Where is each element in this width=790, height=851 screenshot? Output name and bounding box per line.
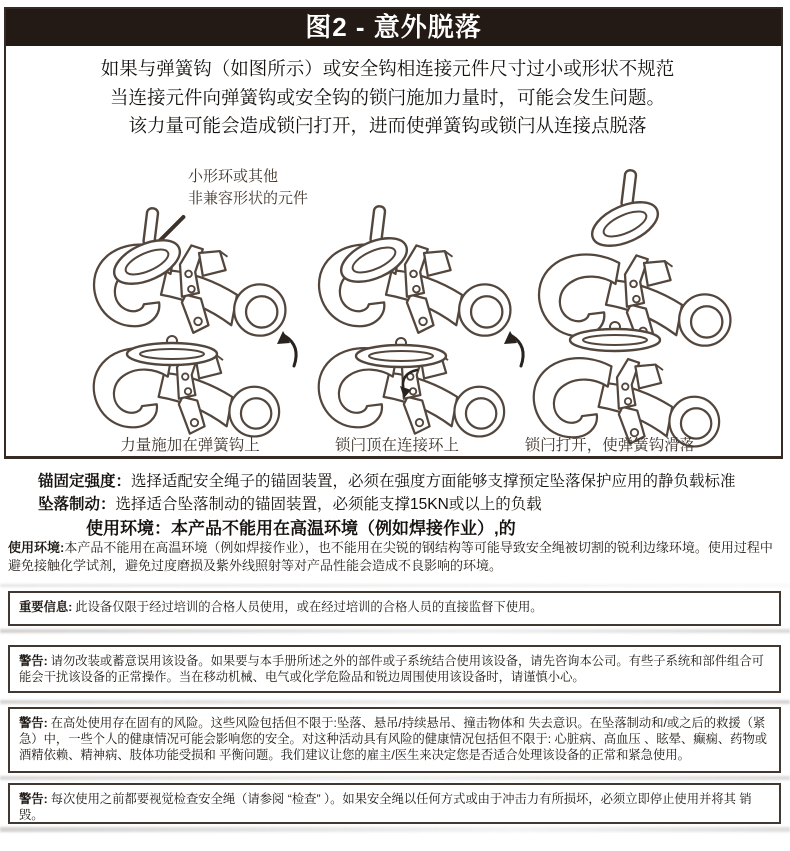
- figure-banner: [6, 9, 781, 46]
- notice-warning3-label: 警告:: [19, 792, 48, 806]
- intro-line-3: 该力量可能会造成锁闩打开，进而使弹簧钩或锁闩从连接点脱落: [128, 115, 647, 136]
- hook-illustration-gate-pressed: [305, 328, 535, 436]
- environment-detail-paragraph: [8, 539, 784, 574]
- environment-title-label: 使用环境：: [86, 519, 171, 538]
- fall-arrest-label: 坠落制动：: [38, 496, 116, 513]
- environment-detail-label: 使用环境:: [8, 540, 65, 555]
- notice-warning-health-risks: [8, 707, 781, 773]
- scan-artifact: [0, 629, 790, 633]
- notice-warning-modification: [8, 645, 781, 693]
- scan-artifact: [0, 700, 790, 704]
- hook-illustration-ring-above: [525, 192, 755, 344]
- anchor-strength-text: 选择适配安全绳子的锚固装置，必须在强度方面能够支撑预定坠落保护应用的静负载标准: [131, 473, 736, 490]
- fall-arrest-text: 选择适合坠落制动的锚固装置，必须能支撑15KN或以上的负载: [115, 496, 542, 513]
- environment-title-text: 本产品不能用在高温环境（例如焊接作业）,的: [171, 519, 516, 538]
- hook-illustration-ring-on-nose-1: [80, 192, 310, 344]
- caption-gate-open: 锁闩打开，使弹簧钩滑落: [524, 437, 696, 454]
- notice-important-label: 重要信息:: [19, 600, 73, 614]
- hook-illustration-force-on-hook: [80, 328, 310, 436]
- anchor-strength-label: 锚固定强度：: [38, 473, 132, 490]
- notice-warning3-text: 每次使用之前都要视觉检查安全绳（请参阅 “检查” ）。如果安全绳以任何方式或由于冲击力有所损坏，必须立即停止使用并将其 销毁。: [19, 792, 752, 822]
- notice-important-info: [8, 591, 781, 626]
- notice-warning1-label: 警告:: [19, 654, 48, 668]
- anchor-strength-paragraph: [38, 470, 756, 516]
- figure-intro: [0, 55, 775, 141]
- fall-arrest-line: [38, 493, 756, 516]
- environment-title-line: [86, 514, 776, 539]
- notice-warning-inspection: [8, 783, 781, 824]
- notice-warning2-label: 警告:: [19, 716, 48, 730]
- scan-artifact: [0, 584, 790, 587]
- anchor-strength-line: [38, 470, 756, 493]
- hook-illustration-hook-released: [520, 328, 750, 436]
- notice-warning2-text: 在高处使用存在固有的风险。这些风险包括但不限于:坠落、悬吊/持续悬吊、撞击物体和 失去意识。在坠落制动和/或之后的救援（紧急）中，一些个人的健康情况可能会影响您的安全。对这种活动具有风险的健康情况包括但不限于: 心脏病、高血压 、眩晕、癫痫、药物或酒精依赖、精神病、肢体功能受损和 平衡问题。我们建议让您的雇主/医生来决定您是否适合处理该设备的正常和紧急使用。: [19, 716, 768, 762]
- intro-line-2: 当连接元件向弹簧钩或安全钩的锁闩施加力量时，可能会发生问题。: [109, 86, 665, 108]
- environment-detail-text: 本产品不能用在高温环境（例如焊接作业），也不能用在尖锐的钢结构等可能导致安全绳被切割的锐利边缘环境。使用过程中避免接触化学试剂，避免过度磨损及紫外线照射等对产品性能会造成不良影响的环境。: [8, 540, 773, 573]
- caption-force-applied: 力量施加在弹簧钩上: [120, 437, 260, 454]
- scan-artifact: [0, 827, 790, 832]
- notice-important-text: 此设备仅限于经过培训的合格人员使用，或在经过培训的合格人员的直接监督下使用。: [75, 600, 543, 614]
- callout-line-2: 非兼容形状的元件: [188, 189, 309, 207]
- figure-title: 图2 - 意外脱落: [305, 12, 482, 42]
- scan-artifact: [0, 776, 790, 780]
- intro-line-1: 如果与弹簧钩（如图所示）或安全钩相连接元件尺寸过小或形状不规范: [100, 58, 675, 79]
- callout-line-1: 小形环或其他: [188, 168, 279, 185]
- notice-warning1-text: 请勿改装或蓄意误用该设备。如果要与本手册所述之外的部件或子系统结合使用该设备，请先咨询本公司。有些子系统和部件组合可能会干扰该设备的正常操作。当在移动机械、电气或化学危险品和锐边周围使用该设备时，请谨慎小心。: [19, 654, 764, 684]
- caption-gate-pressed: 锁闩顶在连接环上: [334, 437, 459, 454]
- hook-illustration-ring-on-nose-2: [305, 192, 535, 344]
